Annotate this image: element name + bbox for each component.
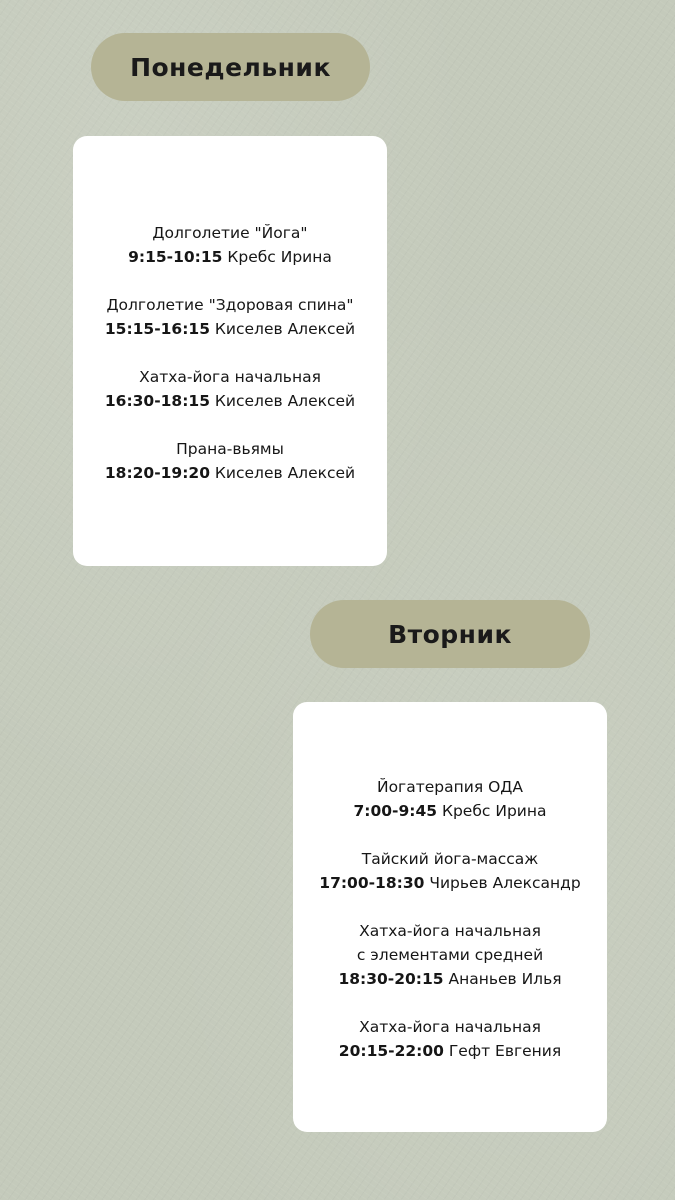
class-time-line xyxy=(353,799,546,823)
class-teacher: Кребс Ирина xyxy=(441,802,547,820)
class-time: 16:30-18:15 xyxy=(104,392,210,410)
class-time-line xyxy=(128,245,332,269)
class-entry xyxy=(128,221,332,269)
class-time: 15:15-16:15 xyxy=(104,320,210,338)
class-title: Хатха-йога начальная xyxy=(139,368,321,386)
class-time-line xyxy=(338,967,561,991)
class-time: 17:00-18:30 xyxy=(319,874,425,892)
class-title: Долголетие "Здоровая спина" xyxy=(106,296,354,314)
class-teacher: Чирьев Александр xyxy=(429,874,581,892)
class-teacher: Ананьев Илья xyxy=(448,970,562,988)
class-time: 18:20-19:20 xyxy=(104,464,210,482)
class-time: 9:15-10:15 xyxy=(128,248,223,266)
class-time-line xyxy=(105,389,355,413)
schedule-card-tuesday xyxy=(293,702,607,1132)
class-entry xyxy=(105,365,355,413)
day-header-tuesday xyxy=(310,600,590,668)
class-entry xyxy=(339,1015,561,1063)
class-title: Прана-вьямы xyxy=(176,440,284,458)
class-title: Тайский йога-массаж xyxy=(361,850,539,868)
class-entry xyxy=(353,775,546,823)
class-title: Долголетие "Йога" xyxy=(152,224,308,242)
class-time-line xyxy=(105,317,355,341)
class-entry xyxy=(319,847,580,895)
class-teacher: Гефт Евгения xyxy=(448,1042,562,1060)
class-time: 20:15-22:00 xyxy=(338,1042,444,1060)
schedule-card-monday xyxy=(73,136,387,566)
class-time-line xyxy=(105,461,355,485)
class-time-line xyxy=(339,1039,561,1063)
class-teacher: Киселев Алексей xyxy=(214,392,356,410)
class-teacher: Кребс Ирина xyxy=(227,248,332,266)
day-title: Вторник xyxy=(388,619,512,649)
class-entry xyxy=(105,437,355,485)
day-header-monday xyxy=(91,33,370,101)
class-time: 18:30-20:15 xyxy=(338,970,444,988)
class-time: 7:00-9:45 xyxy=(353,802,438,820)
class-entry xyxy=(105,293,355,341)
day-title: Понедельник xyxy=(130,52,331,82)
class-teacher: Киселев Алексей xyxy=(214,320,356,338)
class-time-line xyxy=(319,871,580,895)
class-title: Хатха-йога начальная xyxy=(359,922,541,940)
class-title: Йогатерапия ОДА xyxy=(376,778,523,796)
class-title: с элементами средней xyxy=(356,946,544,964)
class-title: Хатха-йога начальная xyxy=(359,1018,541,1036)
class-entry xyxy=(338,919,561,991)
class-teacher: Киселев Алексей xyxy=(214,464,356,482)
